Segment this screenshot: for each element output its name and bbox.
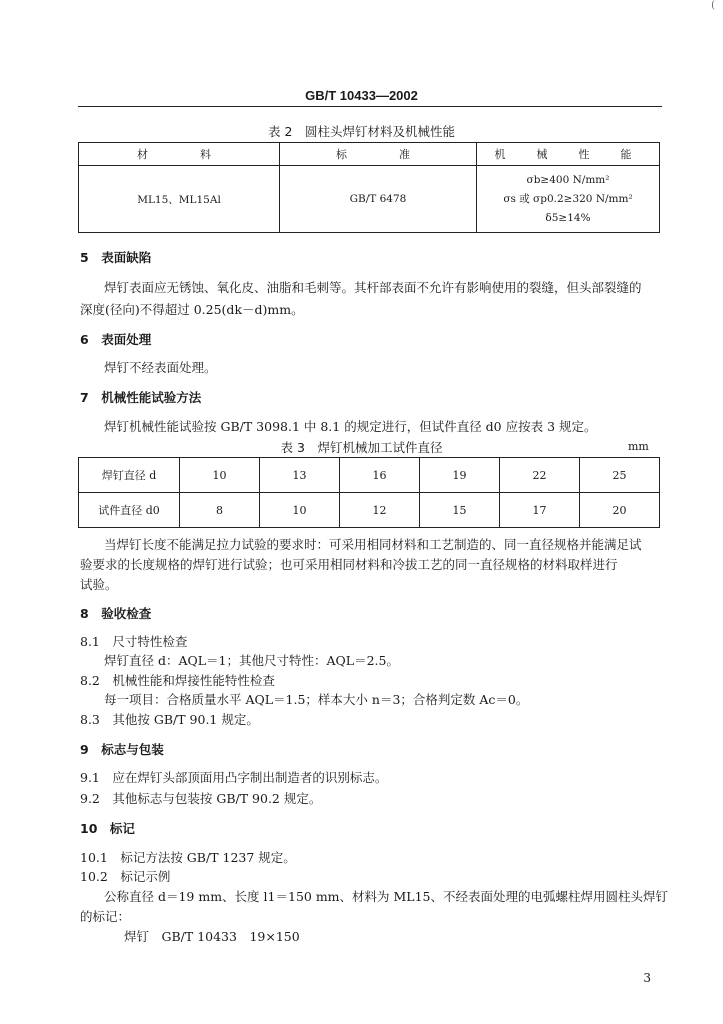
section-8-title: 8 验收检查 xyxy=(80,606,152,621)
table2-col-mech: 机 械 性 能 xyxy=(477,143,660,166)
table2-material: ML15、ML15Al xyxy=(79,166,280,233)
marking-example: 焊钉 GB/T 10433 19×150 xyxy=(124,929,300,944)
section-8-2-text: 每一项目：合格质量水平 AQL＝1.5；样本大小 n＝3；合格判定数 Ac＝0。 xyxy=(104,692,529,707)
table3-cell: 17 xyxy=(500,493,580,528)
paragraph-line: 验要求的长度规格的焊钉进行试验；也可采用相同材料和冷拔工艺的同一直径规格的材料取样进行 xyxy=(80,557,618,572)
table3-cell: 15 xyxy=(420,493,500,528)
section-8-1-title: 8.1 尺寸特性检查 xyxy=(80,634,188,649)
table3-cell: 16 xyxy=(340,458,420,493)
table3-row-label: 试件直径 d0 xyxy=(79,493,180,528)
table3-caption: 表 3 焊钉机械加工试件直径 xyxy=(280,440,443,455)
section-10-1: 10.1 标记方法按 GB/T 1237 规定。 xyxy=(80,850,296,865)
marking-example-text: 公称直径 d＝19 mm、长度 l1＝150 mm、材料为 ML15、不经表面处理的电弧螺柱焊用圆柱头焊钉 xyxy=(104,889,669,904)
marking-example-text: 的标记： xyxy=(80,909,131,924)
section-5-title: 5 表面缺陷 xyxy=(80,250,152,265)
table3-cell: 20 xyxy=(580,493,660,528)
table3-cell: 12 xyxy=(340,493,420,528)
section-5-text: 焊钉表面应无锈蚀、氧化皮、油脂和毛刺等。其杆部表面不允许有影响使用的裂缝，但头部裂缝的 xyxy=(104,280,642,295)
section-10-title: 10 标记 xyxy=(80,821,135,836)
table3-row-label: 焊钉直径 d xyxy=(79,458,180,493)
table3-cell: 8 xyxy=(180,493,260,528)
table-row xyxy=(79,458,660,493)
section-9-1: 9.1 应在焊钉头部顶面用凸字制出制造者的识别标志。 xyxy=(80,770,388,785)
section-9-2: 9.2 其他标志与包装按 GB/T 90.2 规定。 xyxy=(80,791,322,806)
scan-mark: ( xyxy=(711,0,715,11)
table3-cell: 22 xyxy=(500,458,580,493)
section-8-3: 8.3 其他按 GB/T 90.1 规定。 xyxy=(80,712,259,727)
section-6-text: 焊钉不经表面处理。 xyxy=(104,360,217,375)
section-5-text: 深度(径向)不得超过 0.25(dk－d)mm。 xyxy=(80,302,304,317)
table3-unit: mm xyxy=(628,440,649,453)
mech-line: σs 或 σp0.2≥320 N/mm² xyxy=(503,192,633,205)
table2-mech-cell xyxy=(477,166,660,233)
table2-header-row xyxy=(79,143,660,166)
section-7-title: 7 机械性能试验方法 xyxy=(80,390,202,405)
table2-col-material: 材 料 xyxy=(79,143,280,166)
paragraph-line: 当焊钉长度不能满足拉力试验的要求时：可采用相同材料和工艺制造的、同一直径规格并能满足试 xyxy=(104,537,642,552)
section-8-2-title: 8.2 机械性能和焊接性能特性检查 xyxy=(80,673,275,688)
table3 xyxy=(78,457,660,528)
table3-cell: 13 xyxy=(260,458,340,493)
page-number: 3 xyxy=(643,971,651,985)
table-row xyxy=(79,166,660,233)
mech-line: σb≥400 N/mm² xyxy=(526,173,610,186)
mech-line: δ5≥14% xyxy=(545,211,591,224)
section-7-text: 焊钉机械性能试验按 GB/T 3098.1 中 8.1 的规定进行，但试件直径 d0 应按表 3 规定。 xyxy=(104,419,597,434)
table3-cell: 10 xyxy=(260,493,340,528)
table2-col-standard: 标 准 xyxy=(280,143,477,166)
table3-cell: 25 xyxy=(580,458,660,493)
section-10-2: 10.2 标记示例 xyxy=(80,869,171,884)
section-8-1-text: 焊钉直径 d：AQL＝1；其他尺寸特性：AQL＝2.5。 xyxy=(104,653,399,668)
section-9-title: 9 标志与包装 xyxy=(80,742,164,757)
table-row xyxy=(79,493,660,528)
page-header: GB/T 10433—2002 xyxy=(305,88,418,103)
table2-standard: GB/T 6478 xyxy=(280,166,477,233)
table2-caption: 表 2 圆柱头焊钉材料及机械性能 xyxy=(268,124,455,139)
table2 xyxy=(78,142,660,233)
paragraph-line: 试验。 xyxy=(80,577,118,592)
table3-cell: 19 xyxy=(420,458,500,493)
table3-cell: 10 xyxy=(180,458,260,493)
section-6-title: 6 表面处理 xyxy=(80,332,152,347)
header-rule xyxy=(78,106,662,107)
